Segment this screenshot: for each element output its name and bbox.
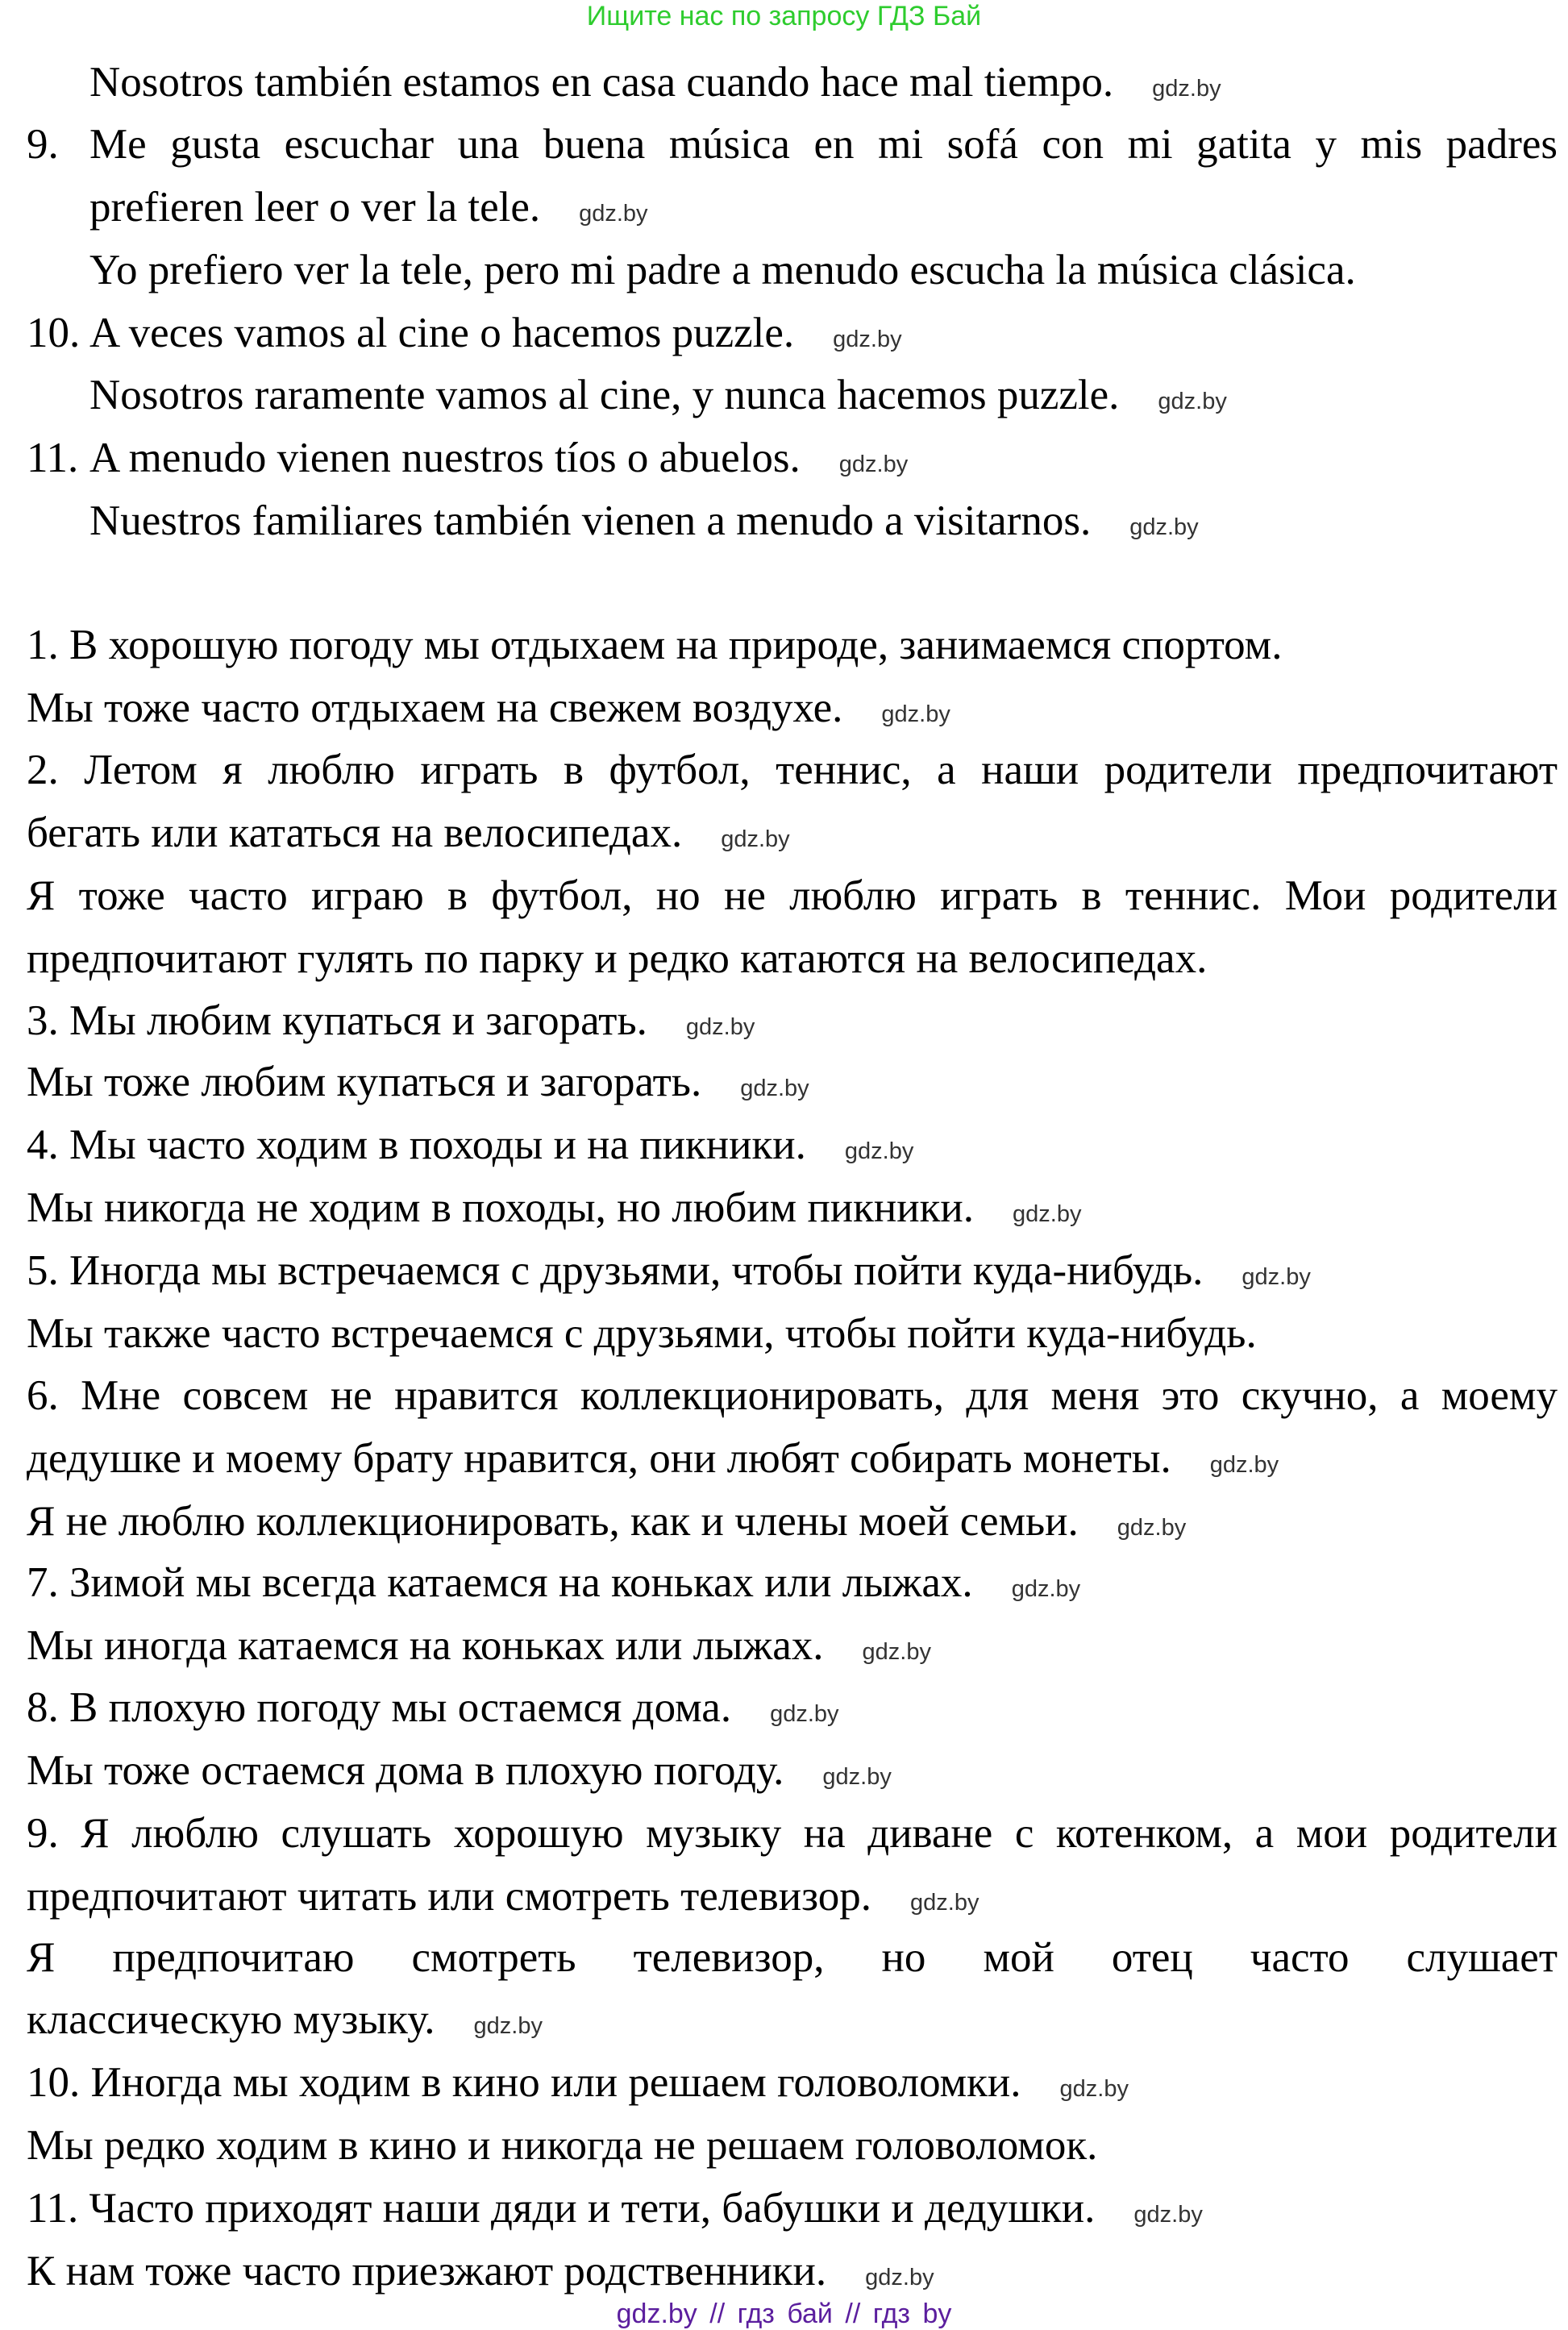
watermark-text: gdz.by	[1129, 514, 1199, 540]
line-text: Yo prefiero ver la tele, pero mi padre a menudo escucha la música clásica.	[89, 247, 1356, 293]
watermark-text: gdz.by	[579, 201, 648, 227]
text-line	[27, 934, 1207, 983]
line-text: дедушке и моему брату нравится, они любят собирать монеты.	[27, 1435, 1171, 1482]
watermark-text: gdz.by	[721, 826, 790, 852]
watermark-text: gdz.by	[1059, 2076, 1129, 2102]
line-text: предпочитают читать или смотреть телевизор.	[27, 1873, 871, 1920]
line-text: Мы также часто встречаемся с друзьями, чтобы пойти куда-нибудь.	[27, 1310, 1257, 1357]
text-line	[89, 309, 902, 357]
watermark-text: gdz.by	[740, 1076, 809, 1101]
watermark-text: gdz.by	[1152, 76, 1221, 102]
watermark-text: gdz.by	[862, 1639, 931, 1665]
header-banner: Ищите нас по запросу ГДЗ Бай	[586, 1, 982, 31]
line-text: Мы никогда не ходим в походы, но любим пикники.	[27, 1184, 975, 1231]
watermark-text: gdz.by	[1117, 1515, 1187, 1541]
text-line	[27, 1809, 1558, 1858]
line-text: 5. Иногда мы встречаемся с друзьями, чтобы пойти куда-нибудь.	[27, 1247, 1204, 1294]
text-line	[27, 1933, 1558, 1982]
line-text: Мы иногда катаемся на коньках или лыжах.	[27, 1622, 824, 1669]
text-line	[27, 809, 790, 857]
line-text: Я не люблю коллекционировать, как и члены моей семьи.	[27, 1498, 1079, 1545]
watermark-text: gdz.by	[844, 1138, 914, 1164]
text-line	[89, 434, 908, 482]
text-line	[27, 872, 1558, 920]
text-line	[89, 58, 1221, 106]
line-text: 8. В плохую погоду мы остаемся дома.	[27, 1684, 732, 1731]
line-text: 2. Летом я люблю играть в футбол, теннис, а наши родители предпочитают	[27, 747, 1558, 793]
line-text: Nosotros raramente vamos al cine, y nunca hacemos puzzle.	[89, 372, 1120, 418]
watermark-text: gdz.by	[822, 1764, 892, 1790]
text-line	[27, 2121, 1097, 2170]
text-line	[27, 1434, 1279, 1483]
text-line	[27, 684, 950, 732]
text-line	[27, 1683, 839, 1732]
item-number: 10.	[27, 310, 81, 356]
text-line	[27, 1246, 1311, 1295]
text-line	[27, 996, 755, 1045]
text-line	[27, 2184, 1203, 2232]
watermark-text: gdz.by	[910, 1890, 979, 1916]
line-text: 11. Часто приходят наши дяди и тети, бабушки и дедушки.	[27, 2185, 1096, 2232]
watermark-text: gdz.by	[1209, 1452, 1279, 1478]
watermark-text: gdz.by	[770, 1701, 839, 1727]
watermark-text: gdz.by	[1158, 389, 1227, 414]
watermark-text: gdz.by	[685, 1014, 755, 1040]
line-text: A menudo vienen nuestros tíos o abuelos.	[89, 435, 801, 481]
line-text: К нам тоже часто приезжают родственники.	[27, 2248, 827, 2295]
text-line	[27, 1558, 1080, 1607]
text-line	[27, 1121, 913, 1169]
line-text: Me gusta escuchar una buena música en mi sofá con mi gatita y mis padres	[89, 121, 1558, 168]
watermark-text: gdz.by	[1133, 2202, 1203, 2228]
text-line	[27, 2247, 934, 2295]
line-text: Nuestros familiares también vienen a menudo a visitarnos.	[89, 497, 1092, 544]
text-line	[27, 2058, 1129, 2107]
text-line	[27, 1371, 1558, 1420]
line-text: 6. Мне совсем не нравится коллекционировать, для меня это скучно, а моему	[27, 1372, 1558, 1419]
text-line	[27, 1058, 809, 1106]
text-line	[89, 497, 1199, 545]
text-line	[89, 120, 1558, 169]
line-text: 9. Я люблю слушать хорошую музыку на диване с котенком, а мои родители	[27, 1810, 1558, 1857]
watermark-text: gdz.by	[838, 451, 909, 477]
line-text: Я предпочитаю смотреть телевизор, но мой отец часто слушает	[27, 1934, 1558, 1981]
line-text: классическую музыку.	[27, 1996, 435, 2043]
footer-banner: gdz.by // гдз бай // гдз by	[616, 2299, 952, 2329]
text-line	[27, 1621, 931, 1670]
text-line	[27, 1309, 1257, 1358]
line-text: 7. Зимой мы всегда катаемся на коньках или лыжах.	[27, 1559, 973, 1606]
line-text: 3. Мы любим купаться и загорать.	[27, 997, 647, 1044]
line-text: 4. Мы часто ходим в походы и на пикники.	[27, 1121, 806, 1168]
line-text: Мы тоже остаемся дома в плохую погоду.	[27, 1747, 784, 1794]
text-line	[89, 246, 1356, 294]
watermark-text: gdz.by	[1011, 1576, 1081, 1602]
text-line	[27, 621, 1282, 669]
line-text: Мы редко ходим в кино и никогда не решаем головоломок.	[27, 2122, 1098, 2169]
text-line	[27, 1184, 1081, 1232]
watermark-text: gdz.by	[473, 2013, 543, 2039]
line-text: Мы тоже часто отдыхаем на свежем воздухе.	[27, 684, 843, 731]
item-number: 11.	[27, 435, 79, 481]
watermark-text: gdz.by	[833, 327, 902, 352]
watermark-text: gdz.by	[1242, 1264, 1311, 1290]
line-text: Я тоже часто играю в футбол, но не люблю играть в теннис. Мои родители	[27, 872, 1558, 919]
text-line	[89, 371, 1227, 419]
text-line	[27, 1995, 543, 2044]
text-line	[27, 1872, 979, 1920]
line-text: 10. Иногда мы ходим в кино или решаем головоломки.	[27, 2059, 1021, 2106]
line-text: A veces vamos al cine o hacemos puzzle.	[89, 310, 795, 356]
line-text: prefieren leer o ver la tele.	[89, 184, 541, 231]
watermark-text: gdz.by	[881, 701, 950, 727]
line-text: 1. В хорошую погоду мы отдыхаем на природе, занимаемся спортом.	[27, 622, 1283, 668]
item-number: 9.	[27, 121, 59, 168]
text-line	[27, 1497, 1186, 1546]
line-text: бегать или кататься на велосипедах.	[27, 809, 683, 856]
text-line	[27, 1746, 892, 1795]
text-line	[89, 183, 648, 231]
line-text: предпочитают гулять по парку и редко катаются на велосипедах.	[27, 935, 1208, 982]
watermark-text: gdz.by	[865, 2265, 934, 2290]
watermark-text: gdz.by	[1013, 1201, 1082, 1227]
line-text: Мы тоже любим купаться и загорать.	[27, 1059, 702, 1105]
text-line	[27, 746, 1558, 794]
line-text: Nosotros también estamos en casa cuando hace mal tiempo.	[89, 59, 1114, 106]
